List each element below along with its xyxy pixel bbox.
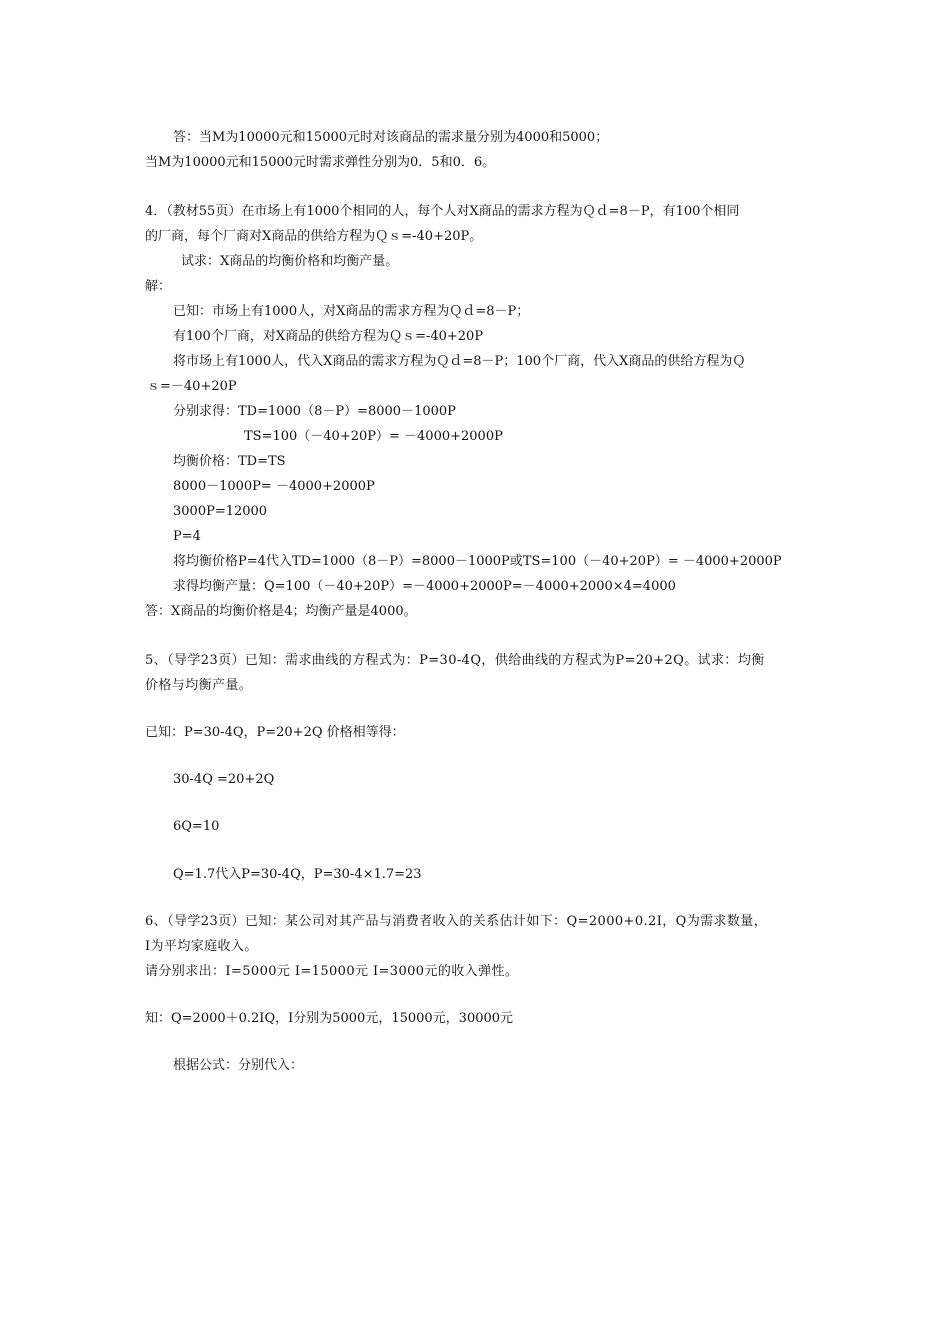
known-demand: 已知：市场上有1000人，对X商品的需求方程为Ｑｄ=8－P； (173, 304, 530, 319)
question-5-step-3: Q=1.7代入P=30-4Q，P=30-4×1.7=23 (173, 867, 422, 882)
question-6-known: 知：Q=2000＋0.2IQ，I分别为5000元，15000元，30000元 (145, 1011, 514, 1026)
total-supply: TS=100（－40+20P）= －4000+2000P (244, 429, 503, 444)
question-6-formula: 根据公式：分别代入： (173, 1058, 304, 1073)
question-6-line-2: I为平均家庭收入。 (145, 939, 258, 954)
question-6-line-1: 6、（导学23页）已知：某公司对其产品与消费者收入的关系估计如下：Q=2000+0.2I，Q为需求数量， (145, 914, 768, 929)
question-5-line-2: 价格与均衡产量。 (145, 678, 253, 693)
question-4-line-1: 4．（教材55页）在市场上有1000个相同的人，每个人对X商品的需求方程为Ｑｄ=8－P，有100个相同 (145, 204, 740, 219)
solution-label: 解： (145, 279, 172, 294)
question-4-answer: 答：X商品的均衡价格是4；均衡产量是4000。 (145, 604, 417, 619)
question-4-ask: 试求：X商品的均衡价格和均衡产量。 (181, 254, 399, 269)
answer-demand-elasticity: 当M为10000元和15000元时需求弹性分别为0．5和0．6。 (145, 155, 496, 170)
equation-step-1: 8000－1000P= －4000+2000P (173, 479, 375, 494)
substitute-line-1: 将市场上有1000人，代入X商品的需求方程为Ｑｄ=8－P；100个厂商，代入X商品的供给方程为Ｑ (173, 354, 746, 369)
equilibrium-quantity: 求得均衡产量：Q=100（－40+20P）=－4000+2000P=－4000+2000×4=4000 (173, 579, 676, 594)
substitute-line-2: ｓ=－40+20P (147, 379, 237, 394)
question-6-ask: 请分别求出：I=5000元 I=15000元 I=3000元的收入弹性。 (145, 964, 519, 979)
total-demand: 分别求得：TD=1000（8－P）=8000－1000P (173, 404, 456, 419)
question-4-line-2: 的厂商，每个厂商对X商品的供给方程为Ｑｓ=-40+20P。 (145, 229, 483, 244)
question-5-step-2: 6Q=10 (173, 819, 220, 834)
answer-demand-quantity: 答：当M为10000元和15000元时对该商品的需求量分别为4000和5000； (173, 130, 609, 145)
equilibrium-condition: 均衡价格：TD=TS (173, 454, 286, 469)
substitute-price: 将均衡价格P=4代入TD=1000（8－P）=8000－1000P或TS=100（－40+20P）= －4000+2000P (173, 554, 782, 569)
known-supply: 有100个厂商，对X商品的供给方程为Ｑｓ=-40+20P (173, 329, 484, 344)
equation-step-3: P=4 (173, 529, 201, 544)
question-5-line-1: 5、（导学23页）已知：需求曲线的方程式为：P=30-4Q，供给曲线的方程式为P=20+2Q。试求：均衡 (145, 653, 765, 668)
question-5-step-1: 30-4Q =20+2Q (173, 772, 275, 787)
question-5-known: 已知：P=30-4Q，P=20+2Q 价格相等得： (145, 725, 405, 740)
equation-step-2: 3000P=12000 (173, 504, 268, 519)
